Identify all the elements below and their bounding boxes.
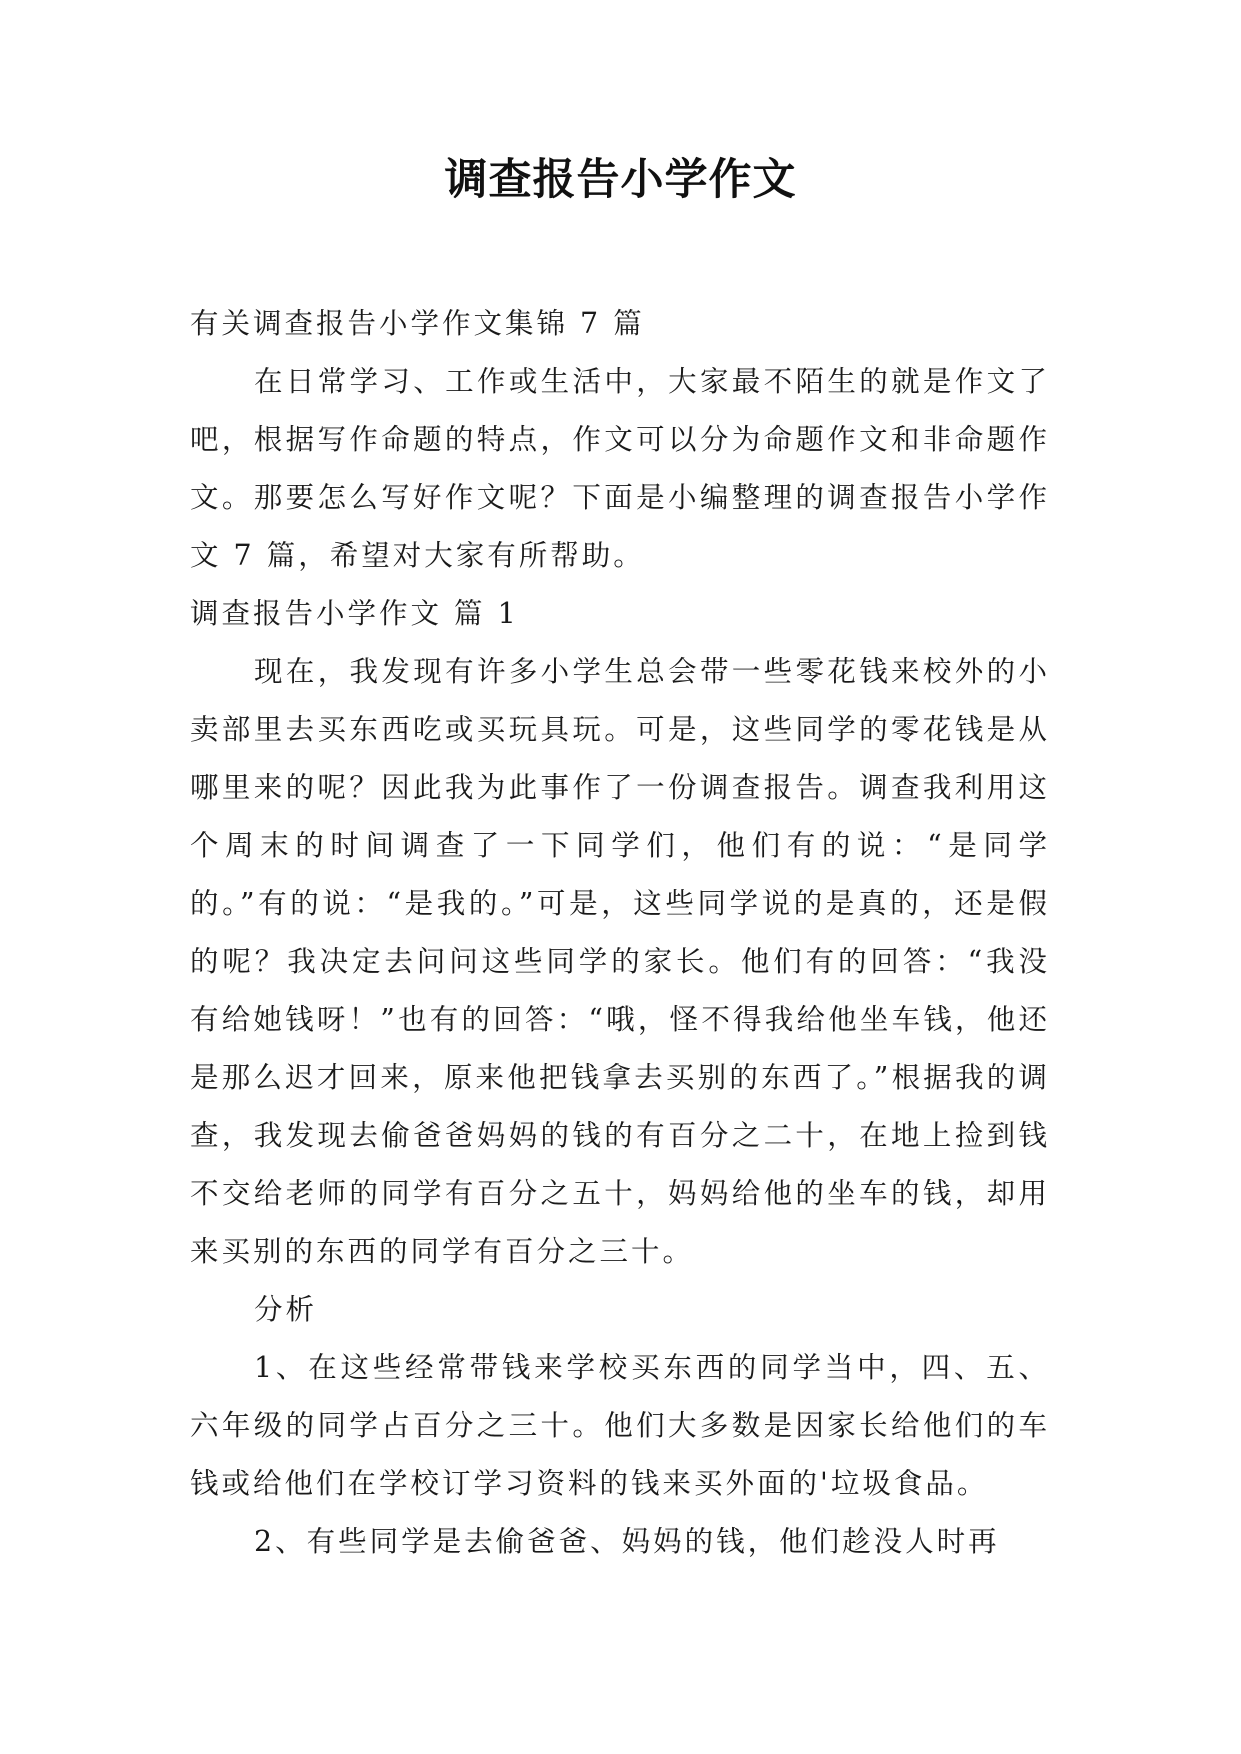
analysis-item: 2、有些同学是去偷爸爸、妈妈的钱，他们趁没人时再 bbox=[254, 1525, 1000, 1558]
body-paragraph: 现在，我发现有许多小学生总会带一些零花钱来校外的小卖部里去买东西吃或买玩具玩。可是，这些同学的零花钱是从哪里来的呢？因此我为此事作了一份调查报告。调查我利用这个周末的时间调查了一下同学们，他们有的说：“是同学的。”有的说：“是我的。”可是，这些同学说的是真的，还是假的呢？我决定去问问这些同学的家长。他们有的回答：“我没有给她钱呀！”也有的回答：“哦，怪不得我给他坐车钱，他还是那么迟才回来，原来他把钱拿去买别的东西了。”根据我的调查，我发现去偷爸爸妈妈的钱的有百分之二十，在地上捡到钱不交给老师的同学有百分之五十，妈妈给他的坐车的钱，却用来买别的东西的同学有百分之三十。 bbox=[190, 655, 1050, 1268]
document-title: 调查报告小学作文 bbox=[444, 155, 797, 205]
document-body bbox=[190, 295, 1050, 1571]
analysis-label: 分析 bbox=[254, 1293, 318, 1326]
intro-heading: 有关调查报告小学作文集锦 7 篇 bbox=[190, 307, 645, 340]
analysis-item: 1、在这些经常带钱来学校买东西的同学当中，四、五、六年级的同学占百分之三十。他们大多数是因家长给他们的车钱或给他们在学校订学习资料的钱来买外面的'垃圾食品。 bbox=[190, 1351, 1050, 1500]
intro-paragraph: 在日常学习、工作或生活中，大家最不陌生的就是作文了吧，根据写作命题的特点，作文可以分为命题作文和非命题作文。那要怎么写好作文呢？下面是小编整理的调查报告小学作文 7 篇，希望对大家有所帮助。 bbox=[190, 365, 1050, 572]
section-heading: 调查报告小学作文 篇 1 bbox=[190, 597, 519, 630]
